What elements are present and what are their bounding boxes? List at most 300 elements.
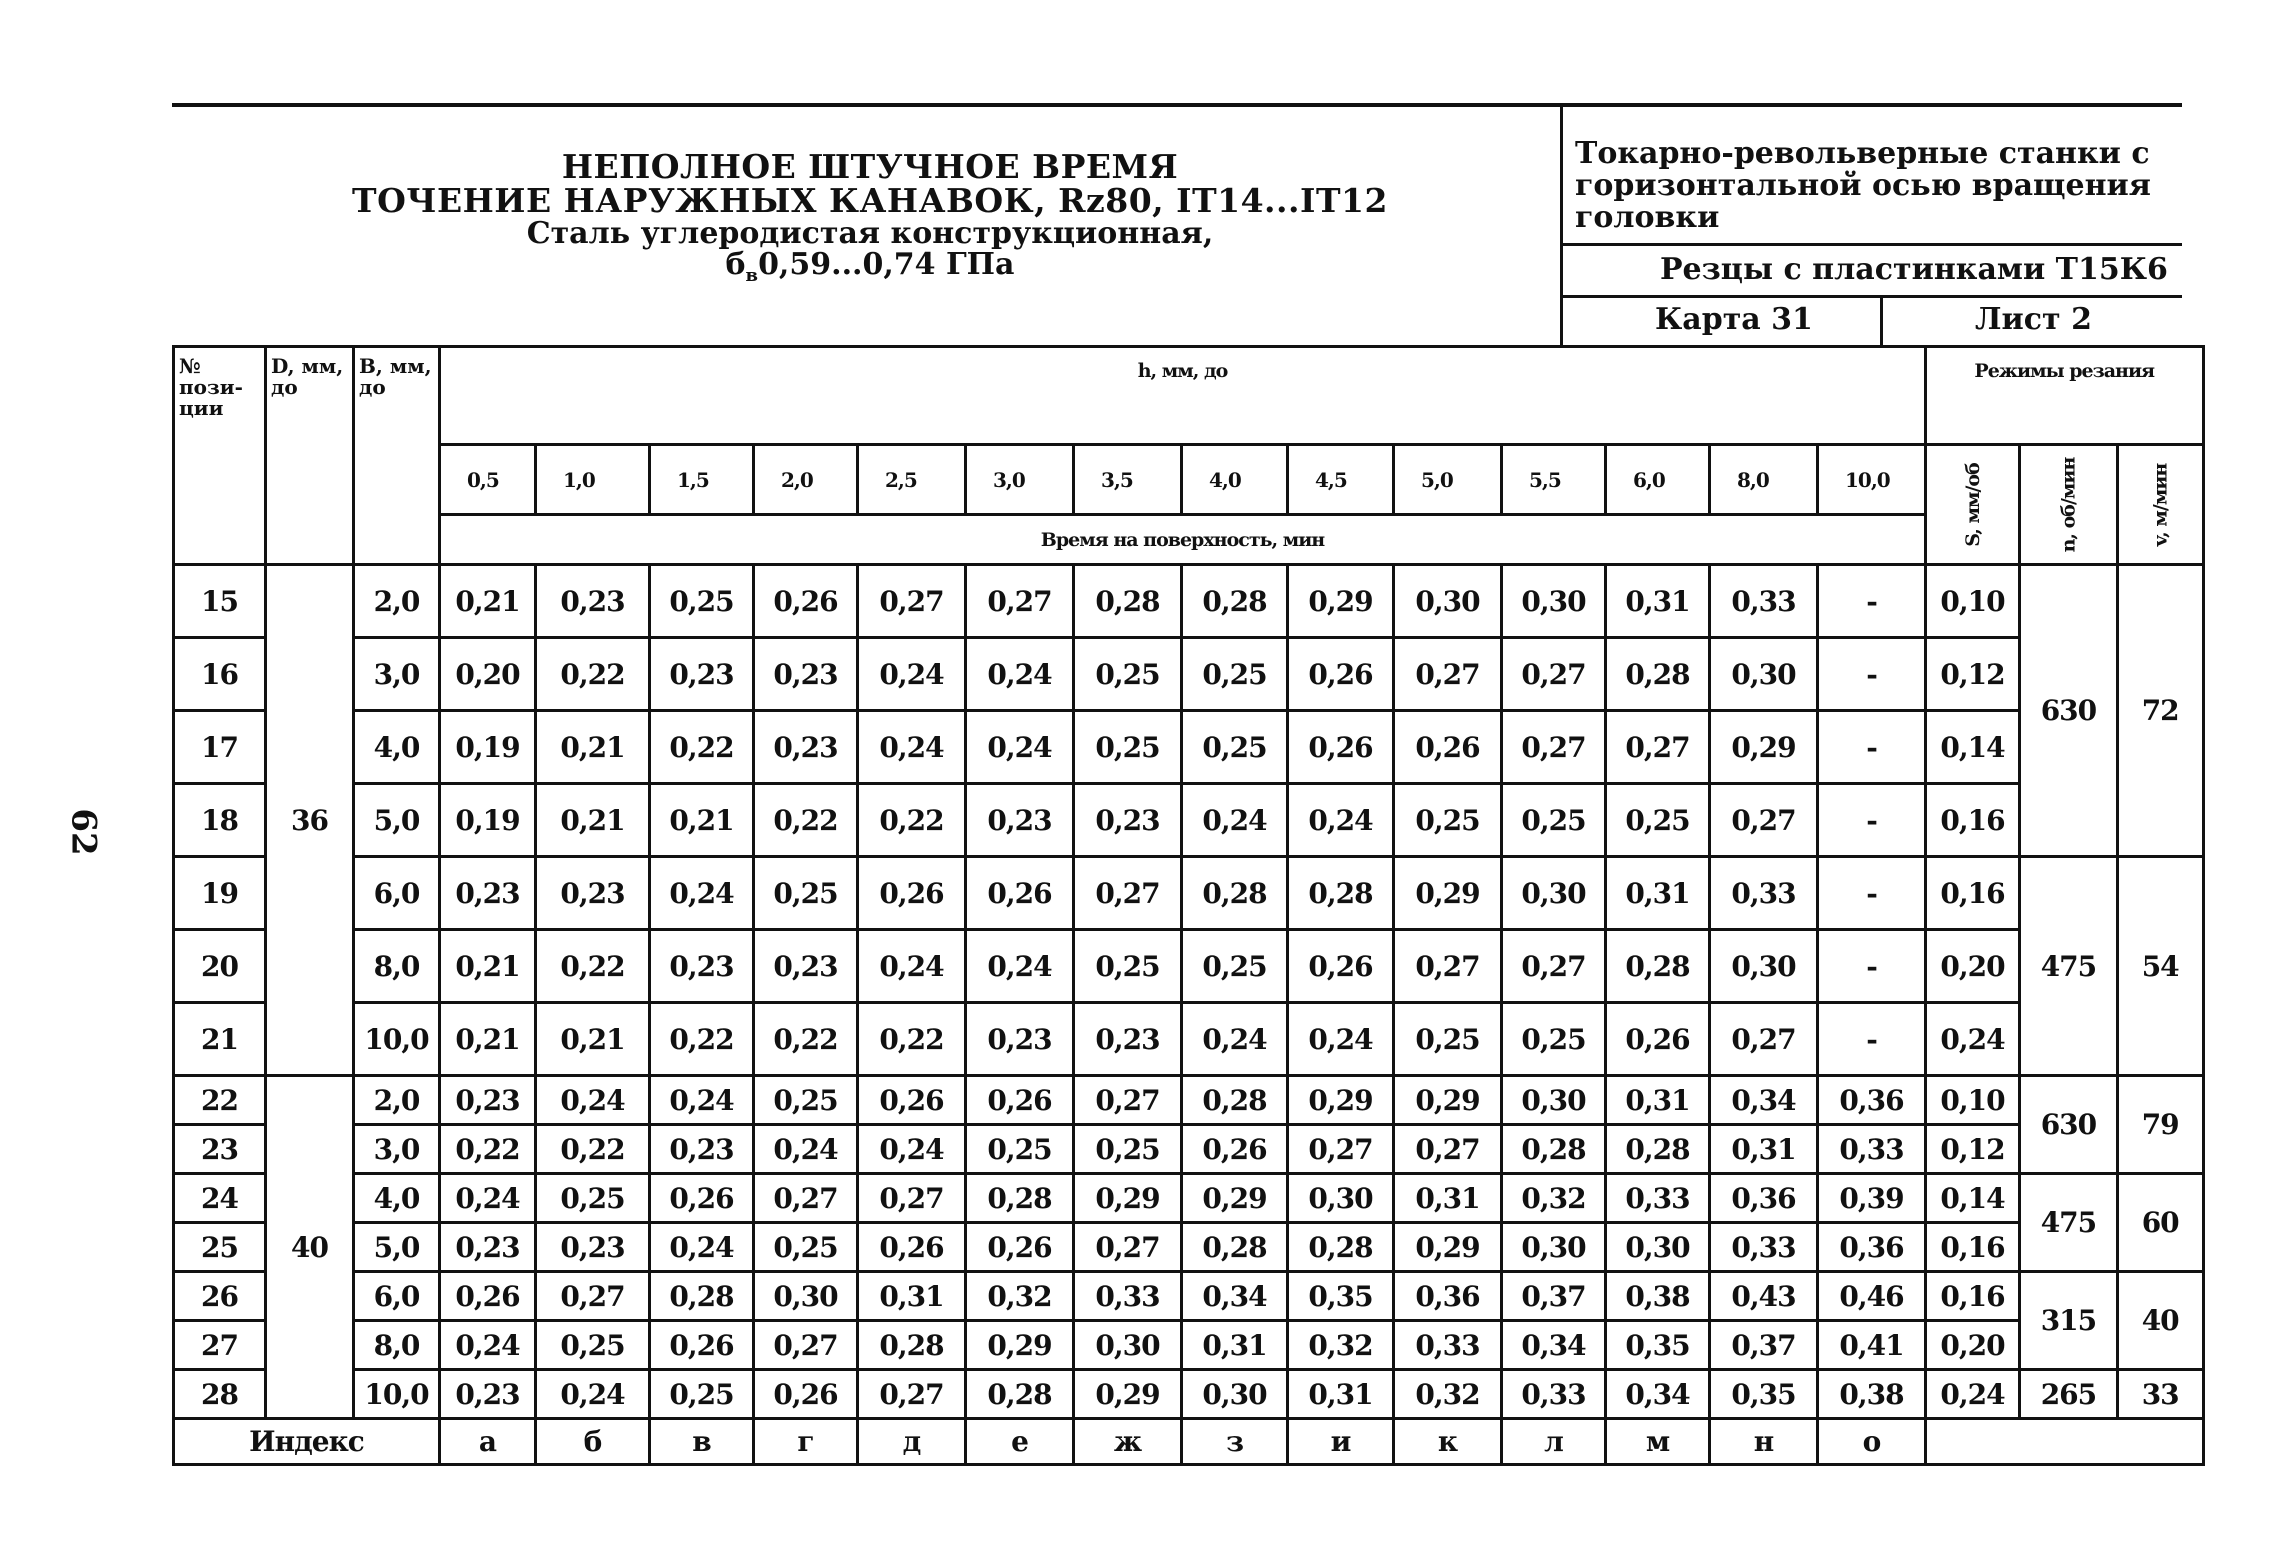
time-cell: 0,26 (858, 857, 966, 930)
index-cell: л (1502, 1419, 1606, 1465)
time-cell: 0,32 (1502, 1174, 1606, 1223)
time-cell: 0,21 (440, 565, 536, 638)
time-cell: 0,24 (536, 1370, 650, 1419)
machine-line-1: Токарно-револьверные станки с (1575, 136, 2150, 171)
card-sheet-divider (1880, 297, 1883, 345)
time-cell: 0,21 (440, 930, 536, 1003)
index-cell: г (754, 1419, 858, 1465)
position-cell: 27 (174, 1321, 266, 1370)
time-cell: 0,28 (966, 1174, 1074, 1223)
time-cell: 0,25 (754, 857, 858, 930)
time-cell: 0,36 (1394, 1272, 1502, 1321)
index-cell: и (1288, 1419, 1394, 1465)
index-empty (1926, 1419, 2204, 1465)
time-cell: 0,22 (440, 1125, 536, 1174)
time-cell: 0,29 (1182, 1174, 1288, 1223)
time-cell: 0,25 (754, 1223, 858, 1272)
time-cell: 0,24 (1288, 1003, 1394, 1076)
time-cell: 0,28 (1182, 857, 1288, 930)
time-cell: 0,25 (1074, 1125, 1182, 1174)
h-value: 1,0 (536, 445, 650, 515)
time-cell: - (1818, 930, 1926, 1003)
rows-d40 (174, 1076, 2204, 1419)
time-cell: 0,33 (1074, 1272, 1182, 1321)
time-cell: 0,26 (1288, 638, 1394, 711)
h-value: 2,5 (858, 445, 966, 515)
index-cell: к (1394, 1419, 1502, 1465)
time-cell: 0,32 (1394, 1370, 1502, 1419)
time-cell: 0,34 (1502, 1321, 1606, 1370)
time-cell: 0,27 (1288, 1125, 1394, 1174)
time-cell: 0,28 (1182, 1076, 1288, 1125)
time-cell: 0,27 (1606, 711, 1710, 784)
rows-d36 (174, 565, 2204, 1076)
time-cell: 0,23 (966, 1003, 1074, 1076)
time-cell: 0,23 (650, 638, 754, 711)
time-cell: 0,30 (754, 1272, 858, 1321)
time-cell: 0,31 (1288, 1370, 1394, 1419)
time-cell: 0,26 (966, 1223, 1074, 1272)
table-row (174, 711, 2204, 784)
time-cell: 0,31 (1606, 857, 1710, 930)
position-cell: 20 (174, 930, 266, 1003)
time-cell: 0,36 (1710, 1174, 1818, 1223)
position-cell: 19 (174, 857, 266, 930)
time-cell: 0,24 (536, 1076, 650, 1125)
width-cell: 4,0 (354, 711, 440, 784)
time-cell: 0,24 (858, 638, 966, 711)
h-value: 1,5 (650, 445, 754, 515)
time-cell: 0,30 (1502, 565, 1606, 638)
time-cell: 0,46 (1818, 1272, 1926, 1321)
sigma-symbol: б (725, 247, 746, 282)
time-cell: 0,25 (754, 1076, 858, 1125)
time-cell: - (1818, 1003, 1926, 1076)
time-cell: 0,31 (1710, 1125, 1818, 1174)
time-cell: - (1818, 638, 1926, 711)
rpm-cell: 630 (2020, 1076, 2118, 1174)
time-cell: 0,31 (1606, 565, 1710, 638)
time-cell: 0,32 (966, 1272, 1074, 1321)
time-cell: 0,33 (1818, 1125, 1926, 1174)
index-label: Индекс (174, 1419, 440, 1465)
time-cell: 0,26 (966, 1076, 1074, 1125)
time-cell: 0,24 (1182, 784, 1288, 857)
time-cell: 0,22 (536, 638, 650, 711)
col-header-position: № пози-ции (174, 347, 266, 565)
time-cell: 0,24 (1182, 1003, 1288, 1076)
feed-cell: 0,14 (1926, 1174, 2020, 1223)
index-cell: з (1182, 1419, 1288, 1465)
table-row (174, 930, 2204, 1003)
time-cell: 0,24 (440, 1174, 536, 1223)
time-cell: 0,25 (1394, 1003, 1502, 1076)
time-cell: - (1818, 857, 1926, 930)
time-cell: 0,26 (1182, 1125, 1288, 1174)
diameter-cell: 40 (266, 1076, 354, 1419)
time-cell: 0,25 (1502, 784, 1606, 857)
h-value: 4,5 (1288, 445, 1394, 515)
time-cell: 0,23 (1074, 784, 1182, 857)
time-cell: 0,30 (1606, 1223, 1710, 1272)
width-cell: 3,0 (354, 638, 440, 711)
time-cell: 0,22 (858, 1003, 966, 1076)
time-cell: 0,24 (966, 638, 1074, 711)
time-cell: 0,27 (754, 1174, 858, 1223)
rpm-cell: 475 (2020, 857, 2118, 1076)
time-cell: 0,23 (754, 638, 858, 711)
time-cell: 0,28 (1074, 565, 1182, 638)
position-cell: 25 (174, 1223, 266, 1272)
time-cell: 0,25 (1182, 930, 1288, 1003)
time-cell: 0,26 (1288, 930, 1394, 1003)
position-cell: 15 (174, 565, 266, 638)
time-cell: 0,29 (1394, 1076, 1502, 1125)
time-cell: 0,21 (440, 1003, 536, 1076)
time-cell: 0,23 (650, 930, 754, 1003)
time-cell: 0,24 (650, 857, 754, 930)
time-cell: 0,25 (966, 1125, 1074, 1174)
feed-cell: 0,16 (1926, 1272, 2020, 1321)
time-cell: 0,30 (1502, 1223, 1606, 1272)
time-cell: 0,31 (1182, 1321, 1288, 1370)
col-header-width: B, мм, до (354, 347, 440, 565)
time-cell: 0,27 (1394, 930, 1502, 1003)
time-cell: 0,26 (858, 1223, 966, 1272)
time-cell: 0,20 (440, 638, 536, 711)
feed-cell: 0,24 (1926, 1370, 2020, 1419)
time-cell: 0,26 (754, 1370, 858, 1419)
time-cell: 0,28 (650, 1272, 754, 1321)
time-cell: 0,33 (1710, 1223, 1818, 1272)
table-row (174, 857, 2204, 930)
sheet-label: Лист 2 (1975, 302, 2092, 337)
time-cell: 0,33 (1606, 1174, 1710, 1223)
time-cell: 0,24 (440, 1321, 536, 1370)
feed-cell: 0,12 (1926, 1125, 2020, 1174)
machine-line-2: горизонтальной осью вращения головки (1575, 168, 2151, 235)
time-cell: 0,34 (1606, 1370, 1710, 1419)
time-cell: 0,30 (1394, 565, 1502, 638)
time-cell: 0,28 (966, 1370, 1074, 1419)
page-number: 62 (63, 808, 104, 856)
width-cell: 5,0 (354, 784, 440, 857)
time-cell: 0,24 (650, 1076, 754, 1125)
time-cell: 0,33 (1710, 857, 1818, 930)
time-cell: 0,23 (440, 1223, 536, 1272)
time-cell: 0,32 (1288, 1321, 1394, 1370)
time-cell: 0,25 (1074, 711, 1182, 784)
time-cell: 0,35 (1288, 1272, 1394, 1321)
time-cell: 0,39 (1818, 1174, 1926, 1223)
velocity-cell: 33 (2117, 1370, 2203, 1419)
width-cell: 10,0 (354, 1003, 440, 1076)
feed-cell: 0,20 (1926, 930, 2020, 1003)
col-header-diameter: D, мм, до (266, 347, 354, 565)
time-cell: 0,36 (1818, 1076, 1926, 1125)
document-title (175, 147, 1565, 291)
h-value: 3,0 (966, 445, 1074, 515)
time-cell: 0,27 (536, 1272, 650, 1321)
time-cell: 0,24 (966, 711, 1074, 784)
time-cell: 0,25 (1074, 638, 1182, 711)
h-value: 2,0 (754, 445, 858, 515)
time-cell: 0,30 (1288, 1174, 1394, 1223)
width-cell: 10,0 (354, 1370, 440, 1419)
time-cell: 0,22 (754, 1003, 858, 1076)
time-cell: 0,24 (650, 1223, 754, 1272)
time-cell: 0,26 (754, 565, 858, 638)
time-cell: 0,26 (966, 857, 1074, 930)
time-cell: 0,22 (650, 1003, 754, 1076)
time-cell: 0,27 (1074, 857, 1182, 930)
width-cell: 6,0 (354, 857, 440, 930)
time-cell: 0,23 (440, 857, 536, 930)
time-cell: 0,23 (440, 1076, 536, 1125)
time-cell: 0,28 (1502, 1125, 1606, 1174)
index-cell: о (1818, 1419, 1926, 1465)
time-cell: 0,37 (1710, 1321, 1818, 1370)
time-cell: 0,28 (1182, 565, 1288, 638)
col-header-feed (1926, 445, 2020, 565)
velocity-cell: 79 (2117, 1076, 2203, 1174)
feed-cell: 0,16 (1926, 857, 2020, 930)
time-cell: 0,27 (966, 565, 1074, 638)
width-cell: 8,0 (354, 1321, 440, 1370)
width-cell: 3,0 (354, 1125, 440, 1174)
time-cell: 0,28 (1288, 857, 1394, 930)
time-table (172, 345, 2205, 1466)
h-value: 0,5 (440, 445, 536, 515)
h-value: 3,5 (1074, 445, 1182, 515)
col-header-speed-rpm (2020, 445, 2118, 565)
rpm-cell: 475 (2020, 1174, 2118, 1272)
time-cell: 0,27 (858, 1174, 966, 1223)
time-cell: - (1818, 565, 1926, 638)
time-cell: 0,21 (536, 1003, 650, 1076)
time-cell: 0,26 (650, 1174, 754, 1223)
time-cell: 0,22 (650, 711, 754, 784)
time-cell: 0,30 (1182, 1370, 1288, 1419)
time-cell: 0,23 (966, 784, 1074, 857)
time-cell: 0,23 (536, 565, 650, 638)
time-cell: 0,23 (1074, 1003, 1182, 1076)
velocity-cell: 40 (2117, 1272, 2203, 1370)
time-cell: 0,35 (1710, 1370, 1818, 1419)
time-cell: 0,22 (536, 1125, 650, 1174)
time-cell: 0,27 (1502, 711, 1606, 784)
time-cell: 0,19 (440, 784, 536, 857)
time-cell: 0,26 (650, 1321, 754, 1370)
time-cell: - (1818, 711, 1926, 784)
time-cell: 0,24 (858, 1125, 966, 1174)
table-row (174, 565, 2204, 638)
time-cell: 0,27 (1074, 1076, 1182, 1125)
time-cell: 0,33 (1394, 1321, 1502, 1370)
time-cell: 0,27 (754, 1321, 858, 1370)
index-cell: м (1606, 1419, 1710, 1465)
time-cell: 0,22 (536, 930, 650, 1003)
time-cell: 0,33 (1710, 565, 1818, 638)
time-cell: 0,29 (1394, 857, 1502, 930)
time-cell: 0,38 (1818, 1370, 1926, 1419)
time-cell: 0,31 (1606, 1076, 1710, 1125)
index-cell: е (966, 1419, 1074, 1465)
time-cell: 0,27 (858, 1370, 966, 1419)
time-cell: 0,29 (966, 1321, 1074, 1370)
diameter-cell: 36 (266, 565, 354, 1076)
h-value: 4,0 (1182, 445, 1288, 515)
title-line-4 (175, 249, 1565, 291)
time-cell: 0,28 (1182, 1223, 1288, 1272)
table-row (174, 784, 2204, 857)
width-cell: 6,0 (354, 1272, 440, 1321)
time-cell: 0,21 (536, 711, 650, 784)
time-cell: 0,28 (858, 1321, 966, 1370)
time-cell: 0,25 (1606, 784, 1710, 857)
right-header-rule-2 (1560, 295, 2182, 298)
card-label: Карта 31 (1655, 302, 1813, 337)
time-cell: 0,27 (1502, 930, 1606, 1003)
time-cell: - (1818, 784, 1926, 857)
time-cell: 0,29 (1394, 1223, 1502, 1272)
h-value: 5,0 (1394, 445, 1502, 515)
time-cell: 0,27 (858, 565, 966, 638)
feed-cell: 0,20 (1926, 1321, 2020, 1370)
time-cell: 0,27 (1710, 1003, 1818, 1076)
time-cell: 0,26 (1606, 1003, 1710, 1076)
table-row (174, 1370, 2204, 1419)
time-per-surface-label: Время на поверхность, мин (440, 515, 1926, 565)
position-cell: 28 (174, 1370, 266, 1419)
time-cell: 0,30 (1710, 930, 1818, 1003)
time-cell: 0,23 (536, 857, 650, 930)
time-cell: 0,28 (1606, 638, 1710, 711)
time-cell: 0,21 (650, 784, 754, 857)
time-cell: 0,29 (1074, 1174, 1182, 1223)
position-cell: 22 (174, 1076, 266, 1125)
time-cell: 0,29 (1288, 1076, 1394, 1125)
time-cell: 0,33 (1502, 1370, 1606, 1419)
h-value: 8,0 (1710, 445, 1818, 515)
machine-type (1575, 138, 2275, 234)
time-cell: 0,21 (536, 784, 650, 857)
strength-range: 0,59...0,74 ГПа (758, 247, 1015, 282)
time-cell: 0,25 (1182, 711, 1288, 784)
index-cell: д (858, 1419, 966, 1465)
width-cell: 4,0 (354, 1174, 440, 1223)
time-cell: 0,31 (1394, 1174, 1502, 1223)
title-line-1: НЕПОЛНОЕ ШТУЧНОЕ ВРЕМЯ (561, 147, 1179, 186)
time-cell: 0,23 (440, 1370, 536, 1419)
time-cell: 0,25 (650, 565, 754, 638)
velocity-label: v, м/мин (2149, 463, 2172, 546)
index-cell: в (650, 1419, 754, 1465)
time-cell: 0,30 (1074, 1321, 1182, 1370)
col-header-modes: Режимы резания (1926, 347, 2204, 445)
index-cell: ж (1074, 1419, 1182, 1465)
velocity-cell: 72 (2117, 565, 2203, 857)
h-value: 5,5 (1502, 445, 1606, 515)
col-header-cutting-speed (2117, 445, 2203, 565)
feed-cell: 0,10 (1926, 1076, 2020, 1125)
position-cell: 18 (174, 784, 266, 857)
position-cell: 21 (174, 1003, 266, 1076)
time-cell: 0,27 (1394, 638, 1502, 711)
rpm-cell: 630 (2020, 565, 2118, 857)
feed-cell: 0,10 (1926, 565, 2020, 638)
time-cell: 0,25 (650, 1370, 754, 1419)
feed-cell: 0,24 (1926, 1003, 2020, 1076)
right-header-rule-1 (1560, 243, 2182, 246)
time-cell: 0,29 (1288, 565, 1394, 638)
time-cell: 0,28 (1606, 930, 1710, 1003)
velocity-cell: 54 (2117, 857, 2203, 1076)
time-cell: 0,22 (858, 784, 966, 857)
time-cell: 0,41 (1818, 1321, 1926, 1370)
time-cell: 0,26 (1394, 711, 1502, 784)
time-cell: 0,23 (650, 1125, 754, 1174)
time-cell: 0,27 (1074, 1223, 1182, 1272)
time-cell: 0,36 (1818, 1223, 1926, 1272)
time-cell: 0,28 (1606, 1125, 1710, 1174)
feed-cell: 0,12 (1926, 638, 2020, 711)
index-cell: а (440, 1419, 536, 1465)
time-cell: 0,37 (1502, 1272, 1606, 1321)
title-line-2: ТОЧЕНИЕ НАРУЖНЫХ КАНАВОК, Rz80, IT14...IT12 (352, 181, 1388, 220)
time-cell: 0,25 (1394, 784, 1502, 857)
time-cell: 0,25 (536, 1174, 650, 1223)
time-cell: 0,26 (1288, 711, 1394, 784)
position-cell: 23 (174, 1125, 266, 1174)
index-cell: б (536, 1419, 650, 1465)
time-cell: 0,29 (1074, 1370, 1182, 1419)
time-cell: 0,25 (536, 1321, 650, 1370)
time-cell: 0,29 (1710, 711, 1818, 784)
rpm-cell: 265 (2020, 1370, 2118, 1419)
time-cell: 0,19 (440, 711, 536, 784)
table-row (174, 1125, 2204, 1174)
table-row (174, 1076, 2204, 1125)
rpm-cell: 315 (2020, 1272, 2118, 1370)
time-cell: 0,30 (1502, 857, 1606, 930)
table-row (174, 1272, 2204, 1321)
position-cell: 24 (174, 1174, 266, 1223)
time-cell: 0,25 (1502, 1003, 1606, 1076)
top-rule (172, 103, 2182, 107)
table-row (174, 1174, 2204, 1223)
time-cell: 0,27 (1710, 784, 1818, 857)
feed-cell: 0,16 (1926, 784, 2020, 857)
position-cell: 17 (174, 711, 266, 784)
time-cell: 0,27 (1502, 638, 1606, 711)
position-cell: 26 (174, 1272, 266, 1321)
time-cell: 0,43 (1710, 1272, 1818, 1321)
time-cell: 0,35 (1606, 1321, 1710, 1370)
time-cell: 0,23 (754, 711, 858, 784)
h-value: 10,0 (1818, 445, 1926, 515)
table-row (174, 1223, 2204, 1272)
width-cell: 2,0 (354, 1076, 440, 1125)
time-cell: 0,24 (1288, 784, 1394, 857)
time-cell: 0,24 (858, 711, 966, 784)
index-cell: н (1710, 1419, 1818, 1465)
time-cell: 0,24 (754, 1125, 858, 1174)
time-cell: 0,25 (1182, 638, 1288, 711)
h-value: 6,0 (1606, 445, 1710, 515)
time-cell: 0,31 (858, 1272, 966, 1321)
time-cell: 0,24 (966, 930, 1074, 1003)
